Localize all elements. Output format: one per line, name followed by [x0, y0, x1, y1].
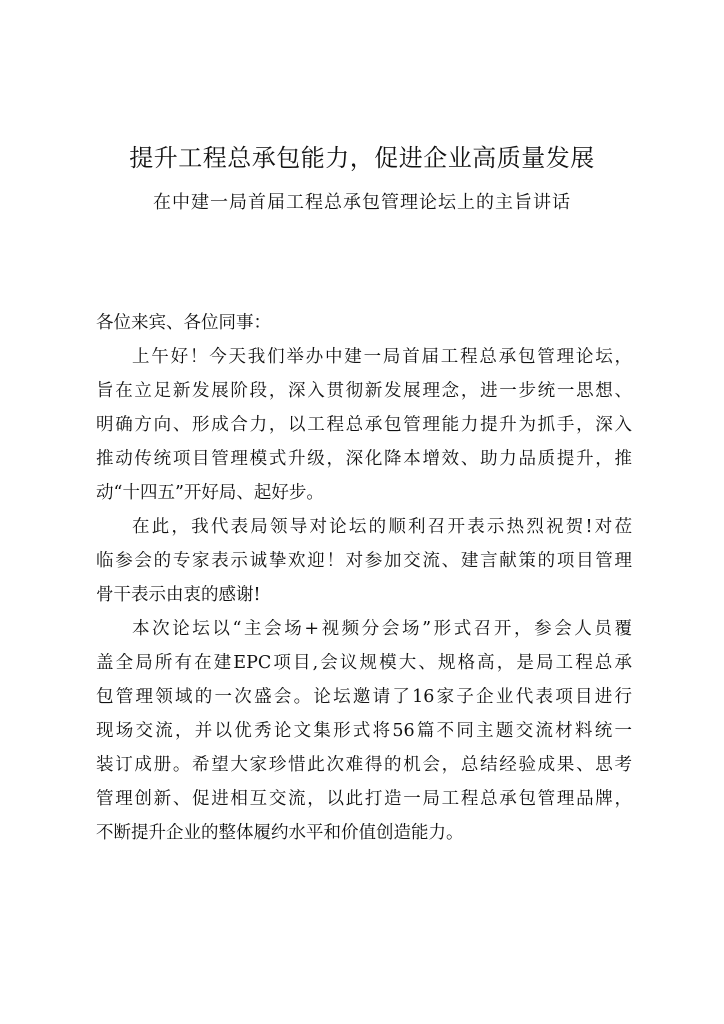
paragraph-line: 临参会的专家表示诚挚欢迎！对参加交流、建言献策的项目管理	[96, 551, 632, 571]
salutation: 各位来宾、各位同事：	[96, 313, 271, 333]
paragraph-line: 上午好！今天我们举办中建一局首届工程总承包管理论坛，	[132, 347, 632, 367]
paragraph-line: 现场交流，并以优秀论文集形式将56篇不同主题交流材料统一	[96, 721, 632, 741]
paragraph-line: 本次论坛以“主会场+视频分会场”形式召开，参会人员覆	[132, 619, 632, 639]
paragraph-forum-overview	[96, 612, 632, 850]
paragraph-line: 管理创新、促进相互交流，以此打造一局工程总承包管理品牌，	[96, 789, 632, 809]
paragraph-line: 推动传统项目管理模式升级，深化降本增效、助力品质提升，推	[96, 449, 632, 469]
speech-body	[96, 306, 632, 850]
paragraph-line: 在此，我代表局领导对论坛的顺利召开表示热烈祝贺!对莅	[132, 517, 632, 537]
paragraph-thanks	[96, 510, 632, 612]
paragraph-line: 明确方向、形成合力，以工程总承包管理能力提升为抓手，深入	[96, 415, 632, 435]
paragraph-line: 骨干表示由衷的感谢!	[96, 585, 261, 605]
paragraph-line: 旨在立足新发展阶段，深入贯彻新发展理念，进一步统一思想、	[96, 381, 632, 401]
document-subtitle: 在中建一局首届工程总承包管理论坛上的主旨讲话	[153, 192, 571, 213]
paragraph-line: 动“十四五”开好局、起好步。	[96, 483, 324, 503]
document-title: 提升工程总承包能力，促进企业高质量发展	[129, 144, 595, 172]
paragraph-line: 包管理领域的一次盛会。论坛邀请了16家子企业代表项目进行	[96, 687, 632, 707]
paragraph-line: 装订成册。希望大家珍惜此次难得的机会，总结经验成果、思考	[96, 755, 632, 775]
paragraph-line: 不断提升企业的整体履约水平和价值创造能力。	[96, 823, 464, 843]
paragraph-greeting	[96, 340, 632, 510]
paragraph-line: 盖全局所有在建EPC项目,会议规模大、规格高，是局工程总承	[96, 653, 632, 673]
